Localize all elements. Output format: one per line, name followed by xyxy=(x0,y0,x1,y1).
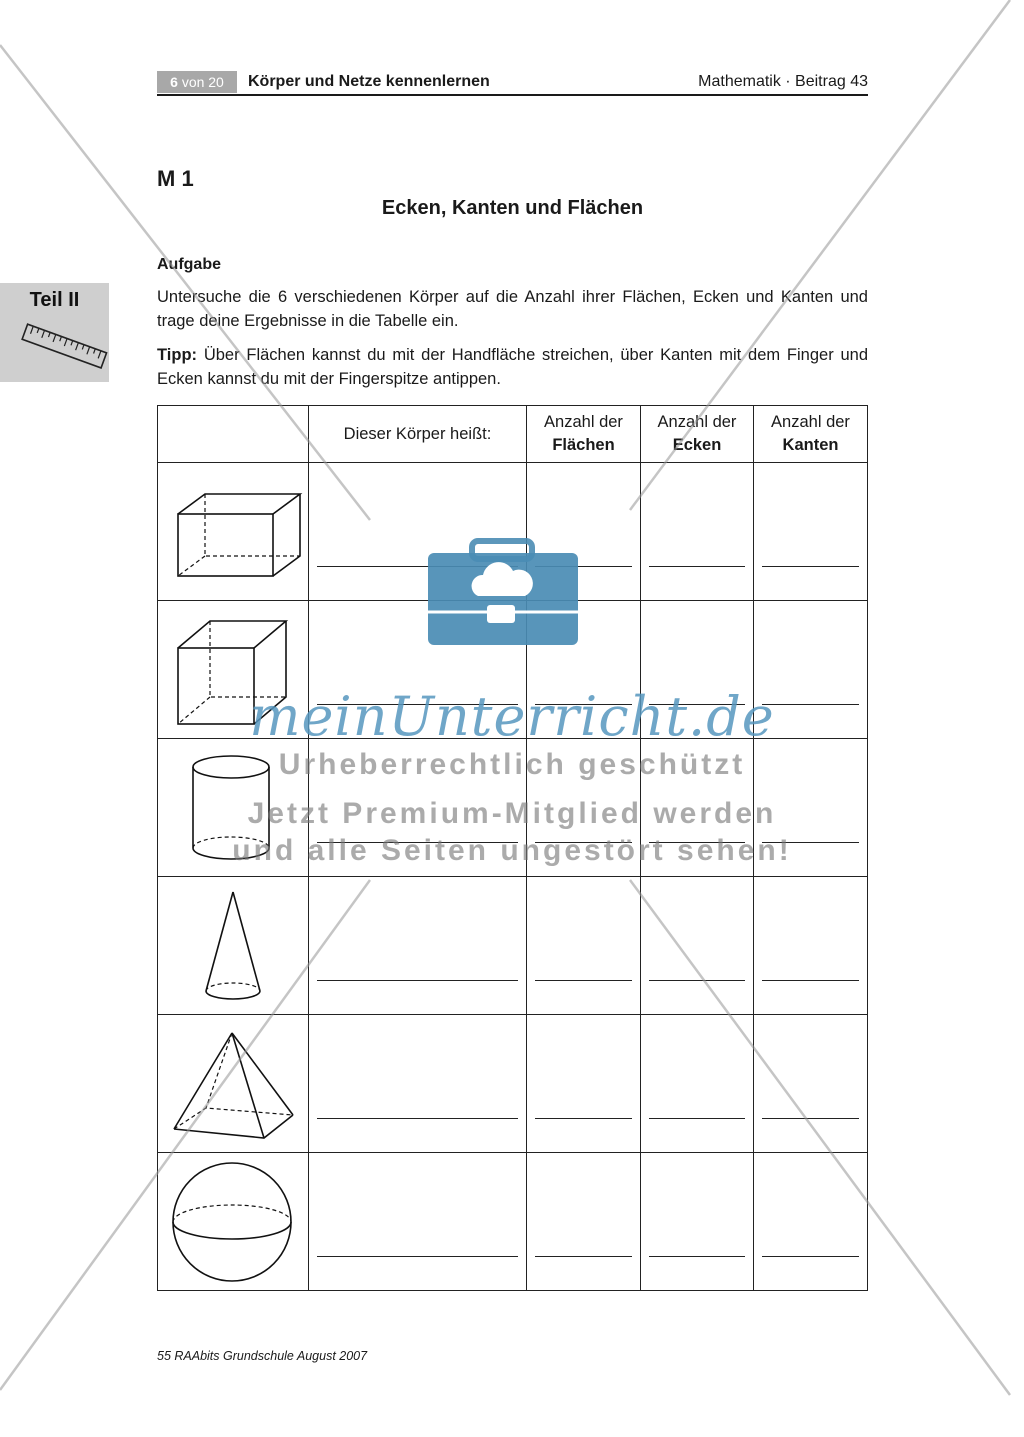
shape-cell xyxy=(158,1153,309,1291)
cuboid-icon xyxy=(163,482,303,582)
answer-line xyxy=(535,1256,632,1257)
pyramid-icon xyxy=(166,1025,300,1143)
answer-faces-cell[interactable] xyxy=(527,1015,641,1153)
shape-cell xyxy=(158,463,309,601)
answer-name-cell[interactable] xyxy=(309,1153,527,1291)
answer-corners-cell[interactable] xyxy=(641,1015,754,1153)
side-tab-label: Teil II xyxy=(29,289,80,311)
answer-line xyxy=(317,980,518,981)
answer-edges-cell[interactable] xyxy=(754,1015,868,1153)
header-edges-label: Kanten xyxy=(782,436,839,454)
answer-line xyxy=(762,566,859,567)
tip-label: Tipp: xyxy=(157,346,198,364)
answer-edges-cell[interactable] xyxy=(754,463,868,601)
header-name: Dieser Körper heißt: xyxy=(309,406,527,463)
page-title: Ecken, Kanten und Flächen xyxy=(381,197,644,219)
answer-faces-cell[interactable] xyxy=(527,877,641,1015)
header-edges xyxy=(754,406,868,463)
header-faces-prefix: Anzahl der xyxy=(544,413,623,431)
header-faces xyxy=(527,406,641,463)
page-number: 6 xyxy=(170,74,178,90)
answer-line xyxy=(762,1256,859,1257)
material-label: M 1 xyxy=(157,166,194,191)
cone-icon xyxy=(193,886,273,1006)
ruler-icon xyxy=(18,318,110,376)
answer-line xyxy=(535,1118,632,1119)
page-total: von 20 xyxy=(181,74,224,90)
header-divider xyxy=(157,94,868,96)
table-row xyxy=(158,877,868,1015)
header-corners-prefix: Anzahl der xyxy=(657,413,737,431)
answer-faces-cell[interactable] xyxy=(527,1153,641,1291)
table-row xyxy=(158,463,868,601)
task-text: Untersuche die 6 verschiedenen Körper auf die Anzahl ihrer Flächen, Ecken und Kanten und trage deine Ergebnisse in die Tabelle ein. xyxy=(157,288,868,330)
answer-edges-cell[interactable] xyxy=(754,877,868,1015)
answer-line xyxy=(649,566,745,567)
answer-name-cell[interactable] xyxy=(309,1015,527,1153)
header-edges-prefix: Anzahl der xyxy=(771,413,850,431)
subject-label: Mathematik · Beitrag 43 xyxy=(698,73,868,90)
answer-line xyxy=(535,980,632,981)
answer-faces-cell[interactable] xyxy=(527,463,641,601)
header-corners xyxy=(641,406,754,463)
shape-cell xyxy=(158,1015,309,1153)
footer-source: 55 RAAbits Grundschule August 2007 xyxy=(157,1349,368,1363)
watermark-line-1: Urheberrechtlich geschützt xyxy=(278,748,746,781)
watermark-line-3: und alle Seiten ungestört sehen! xyxy=(232,834,792,867)
watermark-logo: meinUnterricht.de xyxy=(249,685,775,748)
answer-corners-cell[interactable] xyxy=(641,463,754,601)
answer-name-cell[interactable] xyxy=(309,463,527,601)
answer-line xyxy=(649,1118,745,1119)
answer-line xyxy=(762,980,859,981)
header-corners-label: Ecken xyxy=(672,436,722,454)
answer-name-cell[interactable] xyxy=(309,877,527,1015)
tip-paragraph xyxy=(157,343,868,391)
header-shape-cell xyxy=(158,406,309,463)
answer-line xyxy=(649,1256,745,1257)
header-faces-label: Flächen xyxy=(552,436,615,454)
table-header-row xyxy=(158,406,868,463)
tip-text: Über Flächen kannst du mit der Handfläche streichen, über Kanten mit dem Finger und Ecken kannst du mit der Fingerspitze antippen. xyxy=(157,346,868,388)
table-row xyxy=(158,1153,868,1291)
answer-line xyxy=(762,1118,859,1119)
sphere-icon xyxy=(169,1160,297,1284)
answer-line xyxy=(649,980,745,981)
answer-line xyxy=(317,1256,518,1257)
task-heading: Aufgabe xyxy=(157,256,221,273)
watermark-line-2: Jetzt Premium-Mitglied werden xyxy=(247,797,777,830)
document-title: Körper und Netze kennenlernen xyxy=(248,73,490,90)
answer-line xyxy=(317,566,518,567)
page-indicator xyxy=(157,71,237,93)
answer-edges-cell[interactable] xyxy=(754,1153,868,1291)
table-row xyxy=(158,1015,868,1153)
shape-cell xyxy=(158,877,309,1015)
answer-corners-cell[interactable] xyxy=(641,1153,754,1291)
answer-line xyxy=(317,1118,518,1119)
answer-line xyxy=(535,566,632,567)
answer-corners-cell[interactable] xyxy=(641,877,754,1015)
